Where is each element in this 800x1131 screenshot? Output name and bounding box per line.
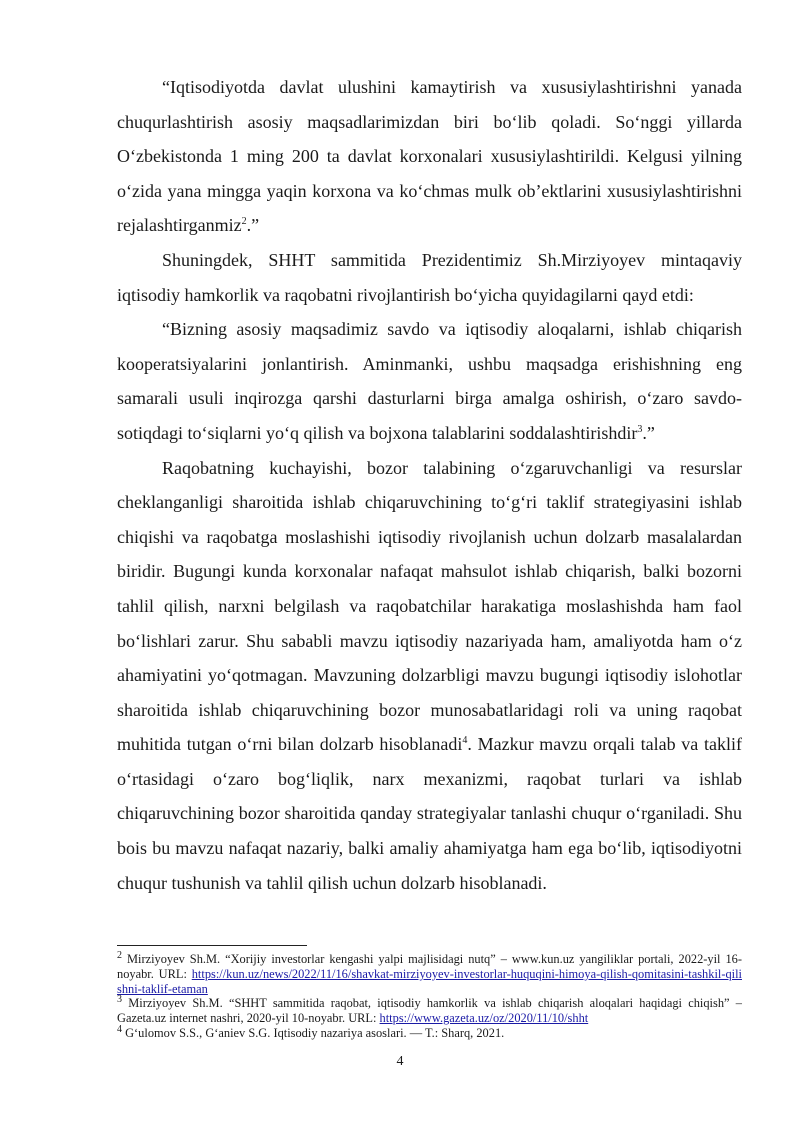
footnote-ref-3[interactable]: 3 — [637, 423, 643, 435]
footnote-2-link[interactable]: https://kun.uz/news/2022/11/16/shavkat-mirziyoyev-investorlar-huquqini-himoya-qilish-qomitasini-tashkil-qilishni-taklif-etaman — [117, 966, 742, 996]
footnote-3: $^3$ Mirziyoyev Sh.M. “SHHT sammitida raqobat, iqtisodiy hamkorlik va ishlab chiqarish aloqalari haqidagi chiqish” – Gazeta.uz internet nashri, 2020-yil 10-noyabr. URL: https://www.gazeta.uz/oz/2020/11/10/shht — [117, 994, 742, 1026]
footnote-3-link[interactable]: https://www.gazeta.uz/oz/2020/11/10/shht — [379, 1011, 589, 1026]
footnotes — [117, 949, 742, 1041]
paragraph-1: “Iqtisodiyotda davlat ulushini kamaytirish va xususiylashtirishni yanada chuqurlashtirish asosiy maqsadlarimizdan biri boʻlib qoladi. Soʻnggi yillarda Oʻzbekistonda 1 ming 200 ta davlat korxonalari xususiylashtirildi. Kelgusi yilning oʻzida yana mingga yaqin korxona va koʻchmas mulk obʼektlarini xususiylashtirishni rejalashtirganmiz$^2$.” — [117, 77, 742, 236]
footnote-2: $^2$ Mirziyoyev Sh.M. “Xorijiy investorlar kengashi yalpi majlisidagi nutq” – www.kun.uz yangiliklar portali, 2022-yil 16-noyabr. URL: https://kun.uz/news/2022/11/16/shavkat-mirziyoyev-investorlar-huquqini-himoya-qilish-qomitasini-tashkil-qilishni-taklif-etaman — [117, 949, 742, 996]
footnote-separator — [117, 945, 307, 946]
page-number: 4 — [396, 1054, 404, 1069]
footnote-4: $^4$ Gʻulomov S.S., Gʻaniev S.G. Iqtisodiy nazariya asoslari. — T.: Sharq, 2021. — [117, 1023, 505, 1040]
footnote-ref-2[interactable]: 2 — [241, 216, 247, 228]
paragraph-3: “Bizning asosiy maqsadimiz savdo va iqtisodiy aloqalarni, ishlab chiqarish kooperatsiyalarini jonlantirish. Aminmanki, ushbu maqsadga erishishning eng samarali usuli inqirozga qarshi dasturlarni birga amalga oshirish, oʻzaro savdo-sotiqdagi toʻsiqlarni yoʻq qilish va bojxona talablarini soddalashtirishdir$^3$.” — [117, 319, 742, 443]
paragraph-4: Raqobatning kuchayishi, bozor talabining oʻzgaruvchanligi va resurslar cheklanganligi sharoitida ishlab chiqaruvchining toʻgʻri taklif strategiyasini ishlab chiqishi va raqobatga moslashishi iqtisodiy rivojlanish uchun dolzarb masalalardan biridir. Bugungi kunda korxonalar nafaqat mahsulot ishlab chiqarish, balki bozorni tahlil qilish, narxni belgilash va raqobatchilar harakatiga moslashishda ham faol boʻlishlari zarur. Shu sababli mavzu iqtisodiy nazariyada ham, amaliyotda ham oʻz ahamiyatini yoʻqotmagan. Mavzuning dolzarbligi mavzu bugungi iqtisodiy islohotlar sharoitida ishlab chiqaruvchining bozor munosabatlaridagi roli va uning raqobat muhitida tutgan oʻrni bilan dolzarb hisoblanadi$^4$. Mazkur mavzu orqali talab va taklif oʻrtasidagi oʻzaro bogʻliqlik, narx mexanizmi, raqobat turlari va ishlab chiqaruvchining bozor sharoitida qanday strategiyalar tanlashi chuqur oʻrganiladi. Shu bois bu mavzu nafaqat nazariy, balki amaliy ahamiyatga ham ega boʻlib, iqtisodiyotni chuqur tushunish va tahlil qilish uchun dolzarb hisoblanadi. — [117, 457, 742, 893]
body-text — [117, 70, 742, 900]
paragraph-2: Shuningdek, SHHT sammitida Prezidentimiz Sh.Mirziyoyev mintaqaviy iqtisodiy hamkorlik va raqobatni rivojlantirish boʻyicha quyidagilarni qayd etdi: — [117, 249, 742, 305]
footnote-ref-4[interactable]: 4 — [462, 735, 468, 747]
